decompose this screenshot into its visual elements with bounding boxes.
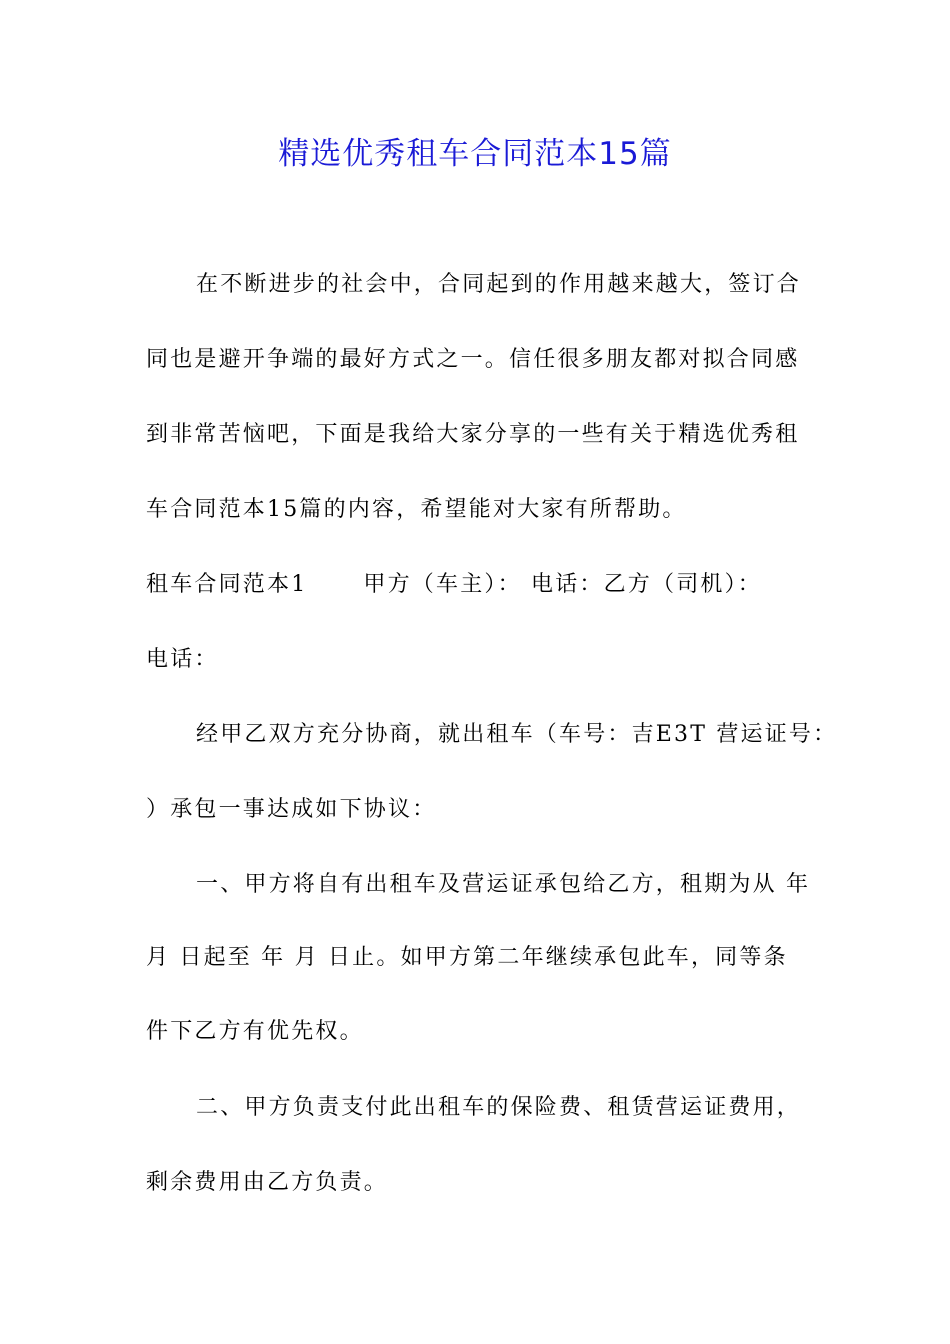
clause-intro-line-1: 经甲乙双方充分协商，就出租车（车号：吉E3T 营运证号： — [196, 722, 838, 747]
clause1-line-3: 件下乙方有优先权。 — [146, 1019, 364, 1044]
section-heading-row — [146, 565, 762, 605]
clause2-line-2: 剩余费用由乙方负责。 — [146, 1170, 389, 1195]
party-line: 甲方（车主）： 电话：乙方（司机）： — [363, 572, 763, 597]
intro-line-4: 车合同范本15篇的内容，希望能对大家有所帮助。 — [146, 497, 687, 522]
clause1-line-2: 月 日起至 年 月 日止。如甲方第二年继续承包此车，同等条 — [146, 945, 788, 970]
clause1-line-1: 一、甲方将自有出租车及营运证承包给乙方，租期为从 年 — [196, 872, 811, 897]
clause-intro-line-2: ）承包一事达成如下协议： — [146, 797, 437, 822]
intro-line-2: 同也是避开争端的最好方式之一。信任很多朋友都对拟合同感 — [146, 347, 800, 372]
section-heading: 租车合同范本1 — [146, 572, 308, 597]
intro-line-3: 到非常苦恼吧，下面是我给大家分享的一些有关于精选优秀租 — [146, 422, 800, 447]
document-title: 精选优秀租车合同范本15篇 — [278, 136, 672, 172]
clause2-line-1: 二、甲方负责支付此出租车的保险费、租赁营运证费用， — [196, 1095, 802, 1120]
phone-line: 电话： — [146, 647, 219, 672]
intro-line-1: 在不断进步的社会中，合同起到的作用越来越大，签订合 — [196, 272, 802, 297]
